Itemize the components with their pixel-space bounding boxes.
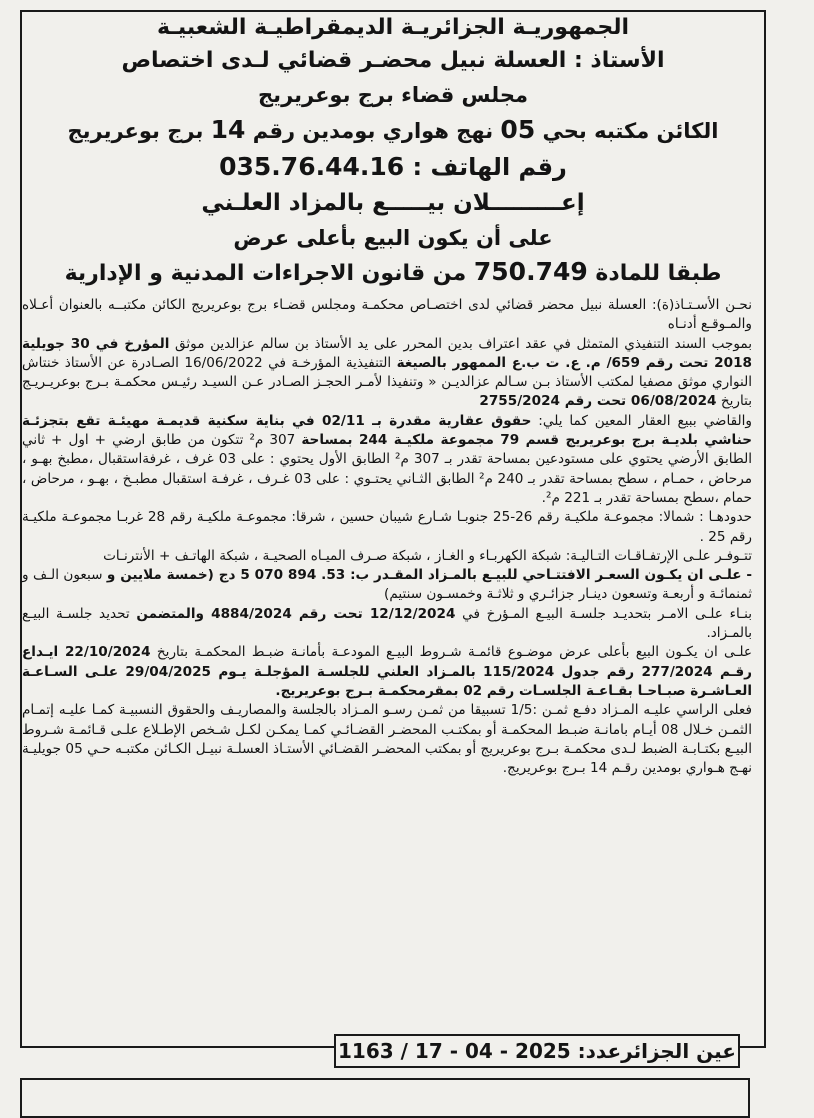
- issue-number-date: 1163 / 17 - 04 - 2025: [338, 1039, 571, 1063]
- republic-title: الجمهوريـة الجزائريـة الديمقراطيـة الشعبيـة: [156, 15, 629, 40]
- paragraph-boundaries: حدودهـا : شمالا: مجموعـة ملكيـة رقم 26-25 جنوبـا شـارع شيبان حسين ، شرقا: مجموعـة ملكيـة رقم 28 غربـا مجموعـة ملكيـة رقم 25 .: [22, 509, 752, 545]
- paragraph-enforcement-title: بموجب السند التنفيذي المتمثل في عقد اعتراف بدين المحرر على يد الأستاذ بن سالم عزالدين موثق المؤرخ في 30 جويلية 2018 تحت رقم 659/ م. ع. ت ب.ع الممهور بالصيغة التنفيذية المؤرخـة في 16/06/2022 الصـادرة عن الأستاذ خنتاش النواري موثق مصفيا لمكتب الأستاذ بـن سـالم عزالديـن « وتنفيذا لأمـر الحجـز الصـادر عـن السيـد رئيـس محكمـة بـرج بوعريـريـج بتاريخ 06/08/2024 تحت رقم 2755/2024: [22, 335, 752, 410]
- legal-article-line: طبقا للمادة 750.749 من قانون الاجراءات المدنية و الإدارية: [64, 257, 722, 286]
- paragraph-hearing-order: بنـاء علـى الامـر بتحديـد جلسـة البيـع المـؤرخ في 12/12/2024 تحت رقم 4884/2024 والمتضمن تحديد جلسـة البيـع بالمـزاد.: [22, 605, 753, 642]
- paragraph-property-description: والقاضي ببيع العقار المعين كما يلي: حقوق عقارية مقدرة بـ 02/11 في بناية سكنية قديمـة مهيئـة تقع بتجزئـة حناشي بلديـة برج بوعريريج قسم 79 مجموعة ملكيـة 244 بمساحة 307 م² تتكون من طابق ارضي + اول + ثاني الطابق الأرضي يحتوي على مستودعين بمساحة تقدر بـ 307 م² الطابق الأول يحتوي : على 03 غرف ، غرفةاستقبال ،مطبخ بهـو ، مرحاض ، حمـام ، سطح بمساحة تقدر بـ 240 م² الطابق الثـاني يحتـوي : على 03 غـرف ، غرفـة استقبال مطبـخ ، بهـو ، مرحاض ، حمام ،سطح بمساحة تقدر بـ 221 م².: [22, 412, 752, 506]
- paragraph-utilities: تتـوفـر علـى الإرتفـاقـات التـاليـة: شبكة الكهربـاء و الغـاز ، شبكة صـرف الميـاه الصحيـة ، شبكة الهاتـف + الأنترنـات: [103, 547, 752, 564]
- announcement-header: [22, 12, 764, 291]
- office-address-line: الكائن مكتبه بحي 05 نهج هواري بومدين رقم 14 برج بوعريريج: [67, 115, 719, 144]
- phone-line: رقم الهاتف : 035.76.44.16: [219, 152, 567, 181]
- paragraph-auction-date: علـى ان يكـون البيع بأعلى عرض موضـوع قائمـة شـروط البيـع المودعـة بأمانـة ضبـط المحكمـة بتاريخ 22/10/2024 ايـداع رقـم 277/2024 رقم جدول 115/2024 بالمـزاد العلني للجلسـة المؤجلـة يـوم 29/04/2025 علـى السـاعـة العـاشـرة صبـاحـا بقـاعـة الجلسـات رقم 02 بمقرمحكمـة بـرج بوعريريج.: [22, 644, 752, 699]
- publication-label: عين الجزائرعدد:: [570, 1039, 736, 1063]
- publication-reference: [334, 1034, 740, 1068]
- next-announcement-frame: [20, 1078, 750, 1118]
- paragraph-payment-terms: فعلى الراسي عليـه المـزاد دفـع ثمـن :1/5 تسبيقا من ثمـن رسـو المـزاد بالجلسة والمصاريـف والحقوق النسبيـة كمـا عليـه إتمـام الثمـن خـلال 08 أيـام بامانـة ضبـط المحكمـة أو بمكتـب المحضـر القضـائـي كمـا يمكـن لكـل شـخص الإطـلاع علـى قـائمـة شـروط البيـع بكتـابـة الضبط لـدى محكمـة بـرج بوعريريج أو بمكتب المحضـر القضـائي الأستـاذ العسلـة نبيـل الكـائن مكتبـه حـي 05 جويليـة نهـج هـواري بومدين رقـم 14 بـرج بوعريريج.: [22, 702, 753, 777]
- highest-bid-condition: على أن يكون البيع بأعلى عرض: [233, 226, 553, 250]
- paragraph-opening-price: - علـى ان يكـون السعـر الافتتـاحي للبيـع بالمـزاد المقـدر ب: 53. 894 070 5 دج (خمسة ملايين و سبعون الـف و ثمنمائـة و أربعـة وتسعون دينـار جزائـري و ثلاثـة وخمسـون سنتيم): [22, 567, 753, 603]
- court-council-line: مجلس قضاء برج بوعريريج: [258, 83, 528, 107]
- phone-number: 035.76.44.16: [219, 152, 405, 181]
- bailiff-name-line: الأستاذ : العسلة نبيل محضـر قضائي لـدى اختصاص: [121, 48, 665, 73]
- announcement-body: [22, 296, 752, 778]
- paragraph-bailiff-intro: نحـن الأسـتـاذ(ة): العسلة نبيل محضر قضائي لدى اختصـاص محكمـة ومجلس قضـاء برج بوعريريج الكائن مكتبــه بالعنوان أعـلاه والمـوقـع أدنـاه: [22, 297, 752, 333]
- auction-announcement-title: إعـــــــــلان بيـــــع بالمزاد العلـني: [201, 190, 585, 216]
